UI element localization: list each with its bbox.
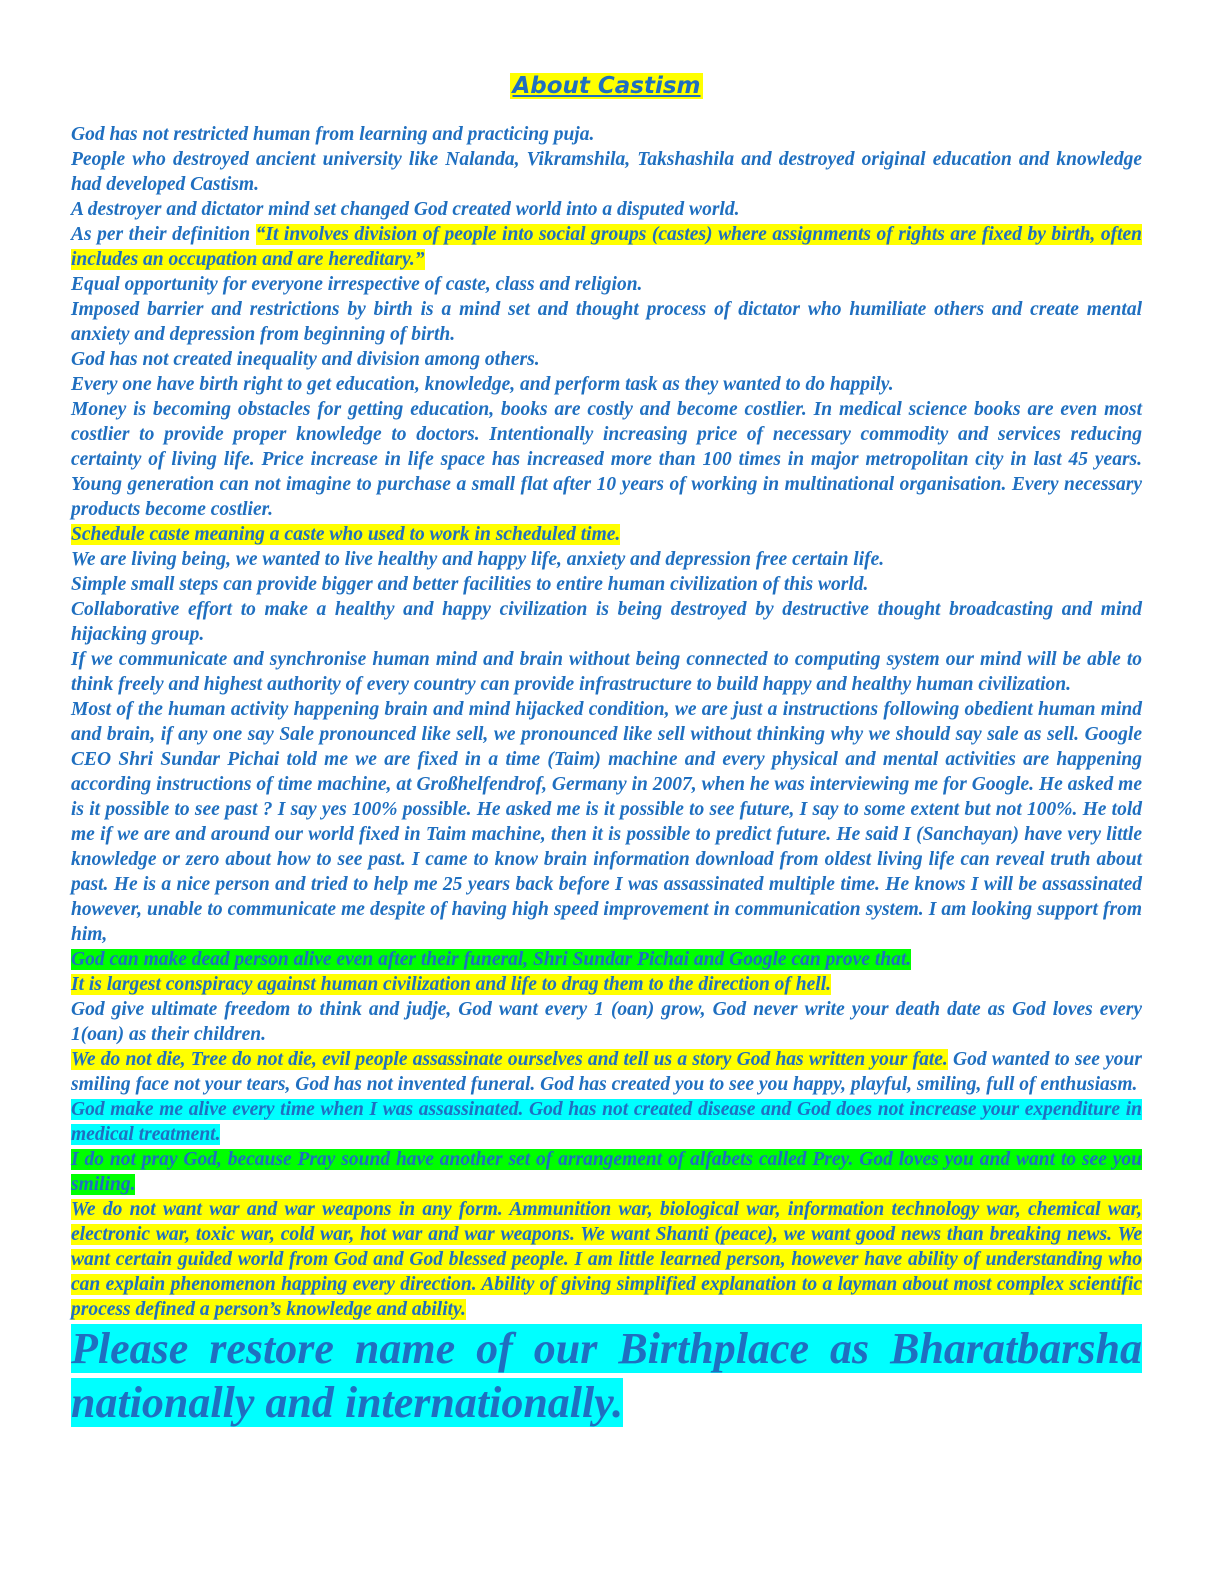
paragraph: Most of the human activity happening brain and mind hijacked condition, we are just a instructions following obedient human mind and brain, if any one say Sale pronounced like sell, we pronounced like sell without thinking why we should say sale as sell. Google CEO Shri Sundar Pichai told me we are fixed in a time (Taim) machine and every physical and mental activities are happening according instructions of time machine, at Großhelfendrof, Germany in 2007, when he was interviewing me for Google. He asked me is it possible to see past ? I say yes 100% possible. He asked me is it possible to see future, I say to some extent but not 100%. He told me if we are and around our world fixed in Taim machine, then it is possible to predict future. He said I (Sanchayan) have very little knowledge or zero about how to see past. I came to know brain information download from oldest living life can reveal truth about past. He is a nice person and tried to help me 25 years back before I was assassinated multiple time. He knows I will be assassinated however, unable to communicate me despite of having high speed improvement in communication system. I am looking support from him, bbox=[71, 699, 1142, 945]
highlight-funeral: God can make dead person alive even after their funeral, Shri Sundar Pichai and Google can prove that. bbox=[71, 949, 912, 970]
document-page bbox=[71, 70, 1142, 1430]
paragraph bbox=[71, 947, 1142, 972]
closing-statement: Please restore name of our Birthplace as Bharatbarsha nationally and internationally. bbox=[71, 1324, 1142, 1427]
paragraph: Money is becoming obstacles for getting education, books are costly and become costlier. In medical science books are even most costlier to provide proper knowledge to doctors. Intentionally increasing price of necessary commodity and services reducing certainty of living life. Price increase in life space has increased more than 100 times in major metropolitan city in last 45 years. Young generation can not imagine to purchase a small flat after 10 years of working in multinational organisation. Every necessary products become costlier. bbox=[71, 399, 1142, 520]
paragraph bbox=[71, 1147, 1142, 1197]
paragraph: We are living being, we wanted to live healthy and happy life, anxiety and depression free certain life. bbox=[71, 549, 885, 570]
highlight-pray: I do not pray God, because Pray sound have another set of arrangement of alfabets called Prey. God loves you and want to see you smiling. bbox=[71, 1149, 1142, 1195]
paragraph: God give ultimate freedom to think and judje, God want every 1 (oan) grow, God never write your death date as God loves every 1(oan) as their children. bbox=[71, 999, 1142, 1045]
paragraph: Equal opportunity for everyone irrespective of caste, class and religion. bbox=[71, 274, 643, 295]
paragraph bbox=[71, 972, 1142, 997]
paragraph: God has not restricted human from learning and practicing puja. bbox=[71, 124, 595, 145]
paragraph: Simple small steps can provide bigger and better facilities to entire human civilization of this world. bbox=[71, 574, 869, 595]
page-title: About Castism bbox=[512, 73, 701, 99]
paragraph: We do not die, Tree do not die, evil people assassinate ourselves and tell us a story God has written your fate. God wanted to see your smiling face not your tears, God has not invented funeral. God has created you to see you happy, playful, smiling, full of enthusiasm. bbox=[71, 1049, 1142, 1095]
paragraph: God has not created inequality and division among others. bbox=[71, 349, 540, 370]
paragraph: Every one have birth right to get education, knowledge, and perform task as they wanted to do happily. bbox=[71, 374, 894, 395]
paragraph: Collaborative effort to make a healthy and happy civilization is being destroyed by destructive thought broadcasting and mind hijacking group. bbox=[71, 599, 1142, 645]
paragraph: People who destroyed ancient university like Nalanda, Vikramshila, Takshashila and destroyed original education and knowledge had developed Castism. bbox=[71, 149, 1142, 195]
highlight-fate: We do not die, Tree do not die, evil people assassinate ourselves and tell us a story God has written your fate. bbox=[71, 1049, 948, 1070]
highlight-alive: God make me alive every time when I was assassinated. God has not created disease and God does not increase your expenditure in medical treatment. bbox=[71, 1099, 1142, 1145]
paragraph: A destroyer and dictator mind set changed God created world into a disputed world. bbox=[71, 199, 740, 220]
paragraph bbox=[71, 522, 1142, 547]
paragraph: Imposed barrier and restrictions by birth is a mind set and thought process of dictator who humiliate others and create mental anxiety and depression from beginning of birth. bbox=[71, 299, 1142, 345]
highlight-war: We do not want war and war weapons in any form. Ammunition war, biological war, information technology war, chemical war, electronic war, toxic war, cold war, hot war and war weapons. We want Shanti (peace), we want good news than breaking news. We want certain guided world from God and God blessed people. I am little learned person, however have ability of understanding who can explain phenomenon happing every direction. Ability of giving simplified explanation to a layman about most complex scientific process defined a person’s knowledge and ability. bbox=[71, 1199, 1142, 1320]
paragraph: If we communicate and synchronise human mind and brain without being connected to computing system our mind will be able to think freely and highest authority of every country can provide infrastructure to build happy and healthy human civilization. bbox=[71, 649, 1142, 695]
title-wrap bbox=[71, 70, 1142, 102]
paragraph bbox=[71, 1197, 1142, 1322]
paragraph bbox=[71, 1097, 1142, 1147]
document-body bbox=[71, 122, 1142, 1322]
highlight-definition: “It involves division of people into social groups (castes) where assignments of rights are fixed by birth, often includes an occupation and are hereditary.” bbox=[71, 224, 1142, 270]
highlight-schedule-caste: Schedule caste meaning a caste who used to work in scheduled time. bbox=[71, 524, 621, 545]
paragraph: As per their definition “It involves division of people into social groups (castes) where assignments of rights are fixed by birth, often includes an occupation and are hereditary.” bbox=[71, 224, 1142, 270]
highlight-conspiracy: It is largest conspiracy against human civilization and life to drag them to the direction of hell. bbox=[71, 974, 832, 995]
